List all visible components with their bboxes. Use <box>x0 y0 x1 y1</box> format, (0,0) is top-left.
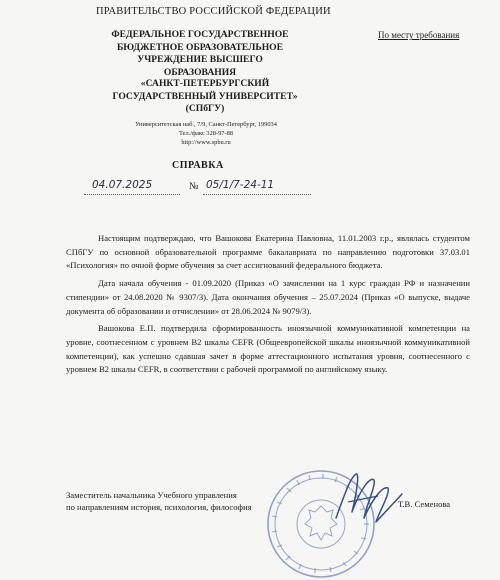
number-underline <box>203 193 311 195</box>
position-line: Заместитель начальника Учебного управления <box>66 490 237 500</box>
signatory-position <box>66 489 252 513</box>
university-name <box>105 78 305 116</box>
signatory-name: Т.В. Семенова <box>398 499 451 509</box>
institution-line: УЧРЕЖДЕНИЕ ВЫСШЕГО ОБРАЗОВАНИЯ <box>137 54 263 78</box>
institution-line: БЮДЖЕТНОЕ ОБРАЗОВАТЕЛЬНОЕ <box>116 41 284 53</box>
position-line: по направлениям история, психология, философия <box>66 502 252 512</box>
university-line: «САНКТ-ПЕТЕРБУРГСКИЙ <box>140 78 270 89</box>
university-address <box>96 120 316 147</box>
institution-name <box>100 29 300 79</box>
document-title: СПРАВКА <box>172 160 224 171</box>
number-sign: № <box>189 181 199 192</box>
body-paragraph: Вашокова Е.П. подтвердила сформированность иноязычной коммуникативной компетенции на уровне, соотнесенном с уровнем B2 шкалы CEFR (Общеевропейской шкалы иноязычной коммуникативной компетенции), как успешно сдавшая зачет в форме аттестационного испытания уровня, соотнесенного с уровнем B2 шкалы CEFR, в соответствии с рабочей программой по английскому языку. <box>66 323 470 375</box>
date-underline <box>84 193 180 195</box>
university-line: (СПбГУ) <box>185 103 225 114</box>
body-paragraph: Настоящим подтверждаю, что Вашокова Екатерина Павловна, 11.01.2003 г.р., являлась студентом СПбГУ по основной образовательной программе бакалавриата по направлению подготовки 37.03.01 «Психология» по очной форме обучения за счет ассигнований федерального бюджета. <box>66 233 470 271</box>
destination-label: По месту требования <box>378 30 460 40</box>
university-line: ГОСУДАРСТВЕННЫЙ УНИВЕРСИТЕТ» <box>112 90 298 102</box>
document-date: 04.07.2025 <box>92 179 153 191</box>
phone-line: Тел./факс 328-97-88 <box>178 130 234 137</box>
document-number: 05/1/7-24-11 <box>206 179 275 191</box>
body-paragraph: Дата начала обучения - 01.09.2020 (Приказ «О зачислении на 1 курс граждан РФ и назначении стипендии» от 24.08.2020 № 9307/3). Дата окончания обучения – 25.07.2024 (Приказ «О выпуске, выдаче документа об образовании и отчислении» от 28.06.2024 № 9079/3). <box>66 278 470 316</box>
website-line: http://www.spbu.ru <box>181 139 231 146</box>
signature-mark <box>330 466 410 530</box>
government-header: ПРАВИТЕЛЬСТВО РОССИЙСКОЙ ФЕДЕРАЦИИ <box>96 6 331 17</box>
institution-line: ФЕДЕРАЛЬНОЕ ГОСУДАРСТВЕННОЕ <box>111 29 289 40</box>
document-body <box>66 232 470 381</box>
address-line: Университетская наб., 7/9, Санкт-Петербург, 199034 <box>135 121 277 128</box>
